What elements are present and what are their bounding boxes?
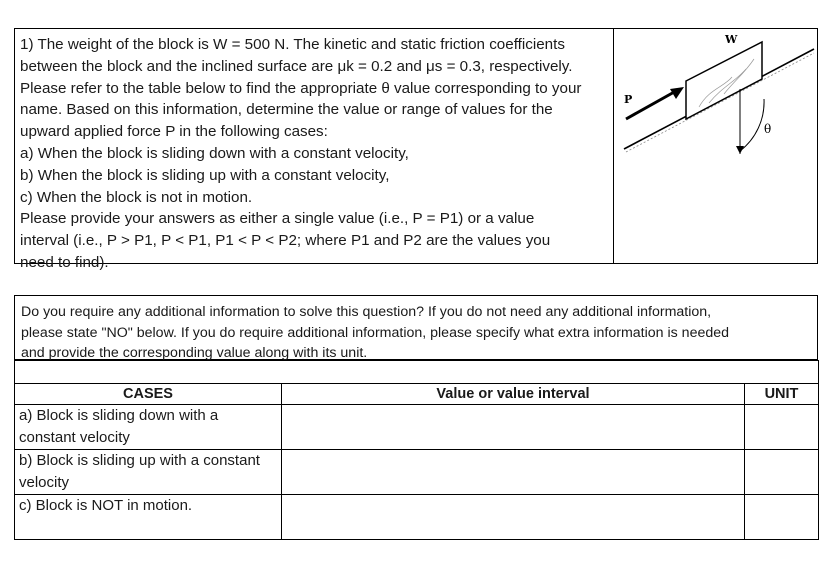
header-unit: UNIT bbox=[745, 384, 819, 405]
info-line: Do you require any additional information to solve this question? If you do not need any additional information, bbox=[21, 304, 712, 320]
info-line: and provide the corresponding value along with its unit. bbox=[21, 345, 368, 362]
problem-line: b) When the block is sliding up with a constant velocity, bbox=[20, 166, 390, 184]
unit-cell[interactable] bbox=[745, 405, 819, 450]
weight-label: W bbox=[725, 33, 738, 46]
inclined-block-diagram bbox=[614, 29, 818, 265]
value-cell[interactable] bbox=[282, 495, 745, 540]
table-row bbox=[15, 405, 819, 450]
case-label: c) Block is NOT in motion. bbox=[15, 495, 282, 540]
table-header-row bbox=[15, 384, 819, 405]
unit-cell[interactable] bbox=[745, 450, 819, 495]
case-label: b) Block is sliding up with a constant velocity bbox=[15, 450, 282, 495]
block bbox=[686, 42, 762, 119]
problem-line: need to find). bbox=[20, 253, 109, 271]
value-cell[interactable] bbox=[282, 450, 745, 495]
problem-line: Please provide your answers as either a single value (i.e., P = P1) or a value bbox=[20, 210, 535, 228]
header-value: Value or value interval bbox=[282, 384, 745, 405]
unit-cell[interactable] bbox=[745, 495, 819, 540]
problem-line: a) When the block is sliding down with a constant velocity, bbox=[20, 144, 409, 162]
info-line: please state "NO" below. If you do require additional information, please specify what extra information is needed bbox=[21, 324, 730, 341]
cases-table bbox=[14, 360, 819, 540]
force-label: P bbox=[624, 93, 633, 106]
angle-label: θ bbox=[764, 122, 772, 136]
case-label: a) Block is sliding down with a constant velocity bbox=[15, 405, 282, 450]
problem-line: 1) The weight of the block is W = 500 N. The kinetic and static friction coefficients bbox=[20, 36, 565, 53]
problem-line: interval (i.e., P > P1, P < P1, P1 < P < P2; where P1 and P2 are the values you bbox=[20, 232, 551, 250]
problem-line: name. Based on this information, determine the value or range of values for the bbox=[20, 101, 553, 119]
table-row bbox=[15, 450, 819, 495]
angle-arc bbox=[740, 99, 764, 151]
header-cases: CASES bbox=[15, 384, 282, 405]
incline-figure-panel bbox=[614, 28, 818, 264]
additional-info-answer-cell[interactable] bbox=[15, 361, 819, 384]
additional-info-prompt bbox=[14, 295, 818, 360]
additional-info-answer-row bbox=[15, 361, 819, 384]
problem-statement bbox=[14, 28, 614, 271]
problem-line: upward applied force P in the following cases: bbox=[20, 123, 328, 141]
problem-line: between the block and the inclined surface are μk = 0.2 and μs = 0.3, respectively. bbox=[20, 57, 573, 75]
value-cell[interactable] bbox=[282, 405, 745, 450]
table-row bbox=[15, 495, 819, 540]
problem-line: c) When the block is not in motion. bbox=[20, 188, 253, 206]
force-arrow bbox=[626, 91, 676, 119]
problem-line: Please refer to the table below to find the appropriate θ value corresponding to your bbox=[20, 79, 582, 97]
